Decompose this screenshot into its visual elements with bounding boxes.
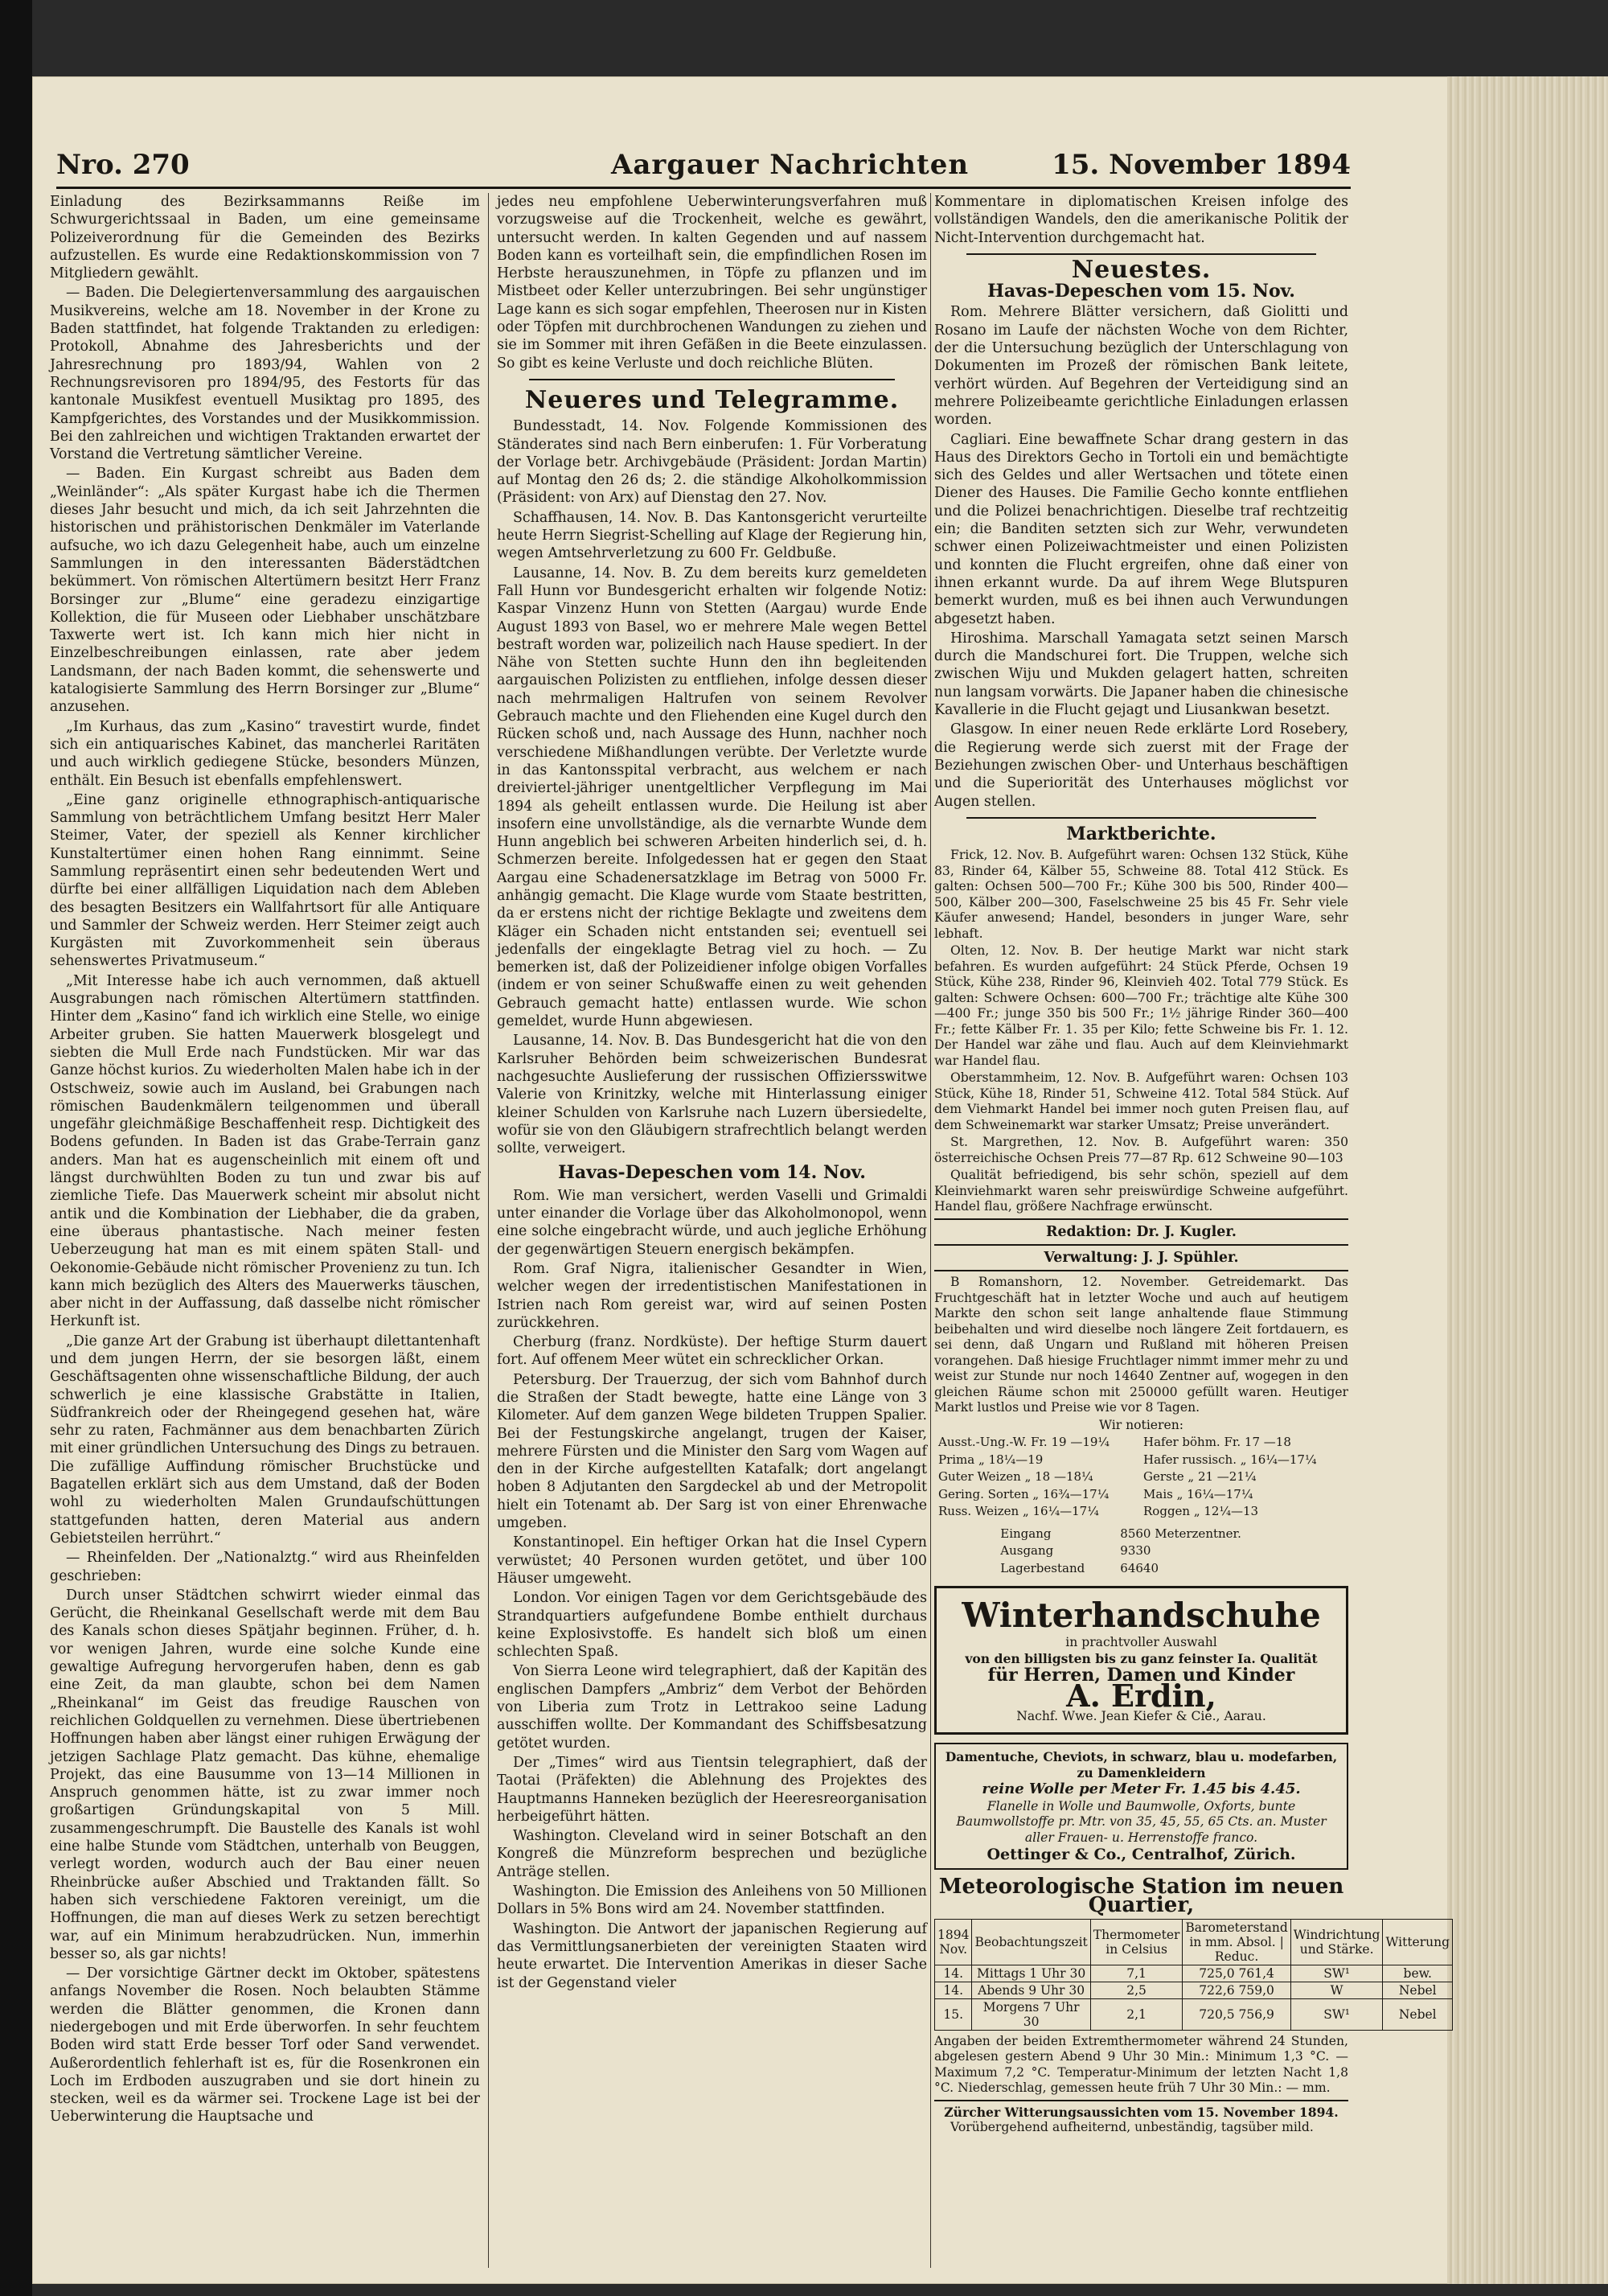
issue-date: 15. November 1894 xyxy=(1052,149,1351,181)
newspaper-title: Aargauer Nachrichten xyxy=(611,149,970,181)
ad-merchant-name: A. Erdin, xyxy=(1066,1678,1216,1715)
table-cell: 722,6 759,0 xyxy=(1183,1982,1290,1998)
article-paragraph: Schaffhausen, 14. Nov. B. Das Kantonsgericht verurteilte heute Herrn Siegrist-Schelling auf Klage der Regierung hin, wegen Amtsehrverletzung zu 600 Fr. Geldbuße. xyxy=(497,509,927,562)
section-rule xyxy=(934,2100,1348,2101)
table-cell: Mais „ 16¼—17¼ xyxy=(1143,1486,1253,1501)
article-paragraph: Von Sierra Leone wird telegraphiert, daß der Kapitän des englischen Dampfers „Ambriz“ dem Verbot der Behörden von Liberia zum Trotz in Lettrakoo seine Ladung ausschiffen wollte. Der Kommandant des Schiffsbesatzung getötet wurden. xyxy=(497,1663,927,1752)
fabrics-advertisement xyxy=(934,1743,1348,1870)
issue-number: Nro. 270 xyxy=(56,149,190,181)
scan-background xyxy=(0,0,32,2296)
article-paragraph: Petersburg. Der Trauerzug, der sich vom Bahnhof durch die Straßen der Stadt bewegte, hatte eine Länge von 3 Kilometer. Auf dem ganzen Wege bildeten Truppen Spalier. Bei der Festungskirche angelangt, trugen der Kaiser, mehrere Fürsten und die Minister den Sarg vom Wagen auf den in der Kirche aufgestellten Katafalk; dort angelangt hoben 8 Adjutanten den Sargdeckel ab und der Metropolit hielt ein Totenamt ab. Der Sarg ist von einer Ehrenwache umgeben. xyxy=(497,1371,927,1532)
ad-text: reine Wolle per Meter Fr. 1.45 bis 4.45. xyxy=(982,1781,1301,1798)
section-rule xyxy=(966,253,1316,255)
table-header-cell: 1894 Nov. xyxy=(935,1919,972,1965)
table-row xyxy=(935,1982,1453,1998)
article-paragraph: Washington. Die Antwort der japanischen Regierung auf das Vermittlungsanerbieten der vereinigten Staaten wird heute erwartet. Die Intervention Amerikas in dieser Sache ist der Gegenstand vieler xyxy=(497,1920,927,1991)
table-cell: 15. xyxy=(935,1998,972,2030)
section-heading: Neueres und Telegramme. xyxy=(524,385,900,414)
weather-station-title: Meteorologische Station im neuen Quartier, xyxy=(938,1875,1344,1917)
section-rule xyxy=(934,1270,1348,1271)
table-cell: 720,5 756,9 xyxy=(1183,1998,1290,2030)
table-cell: Gerste „ 21 —21¼ xyxy=(1143,1469,1257,1485)
table-row xyxy=(935,1965,1453,1982)
table-cell: Russ. Weizen „ 16¼—17¼ xyxy=(938,1504,1099,1519)
table-cell: Hafer böhm. Fr. 17 —18 xyxy=(1143,1435,1291,1450)
article-paragraph: — Baden. Die Delegiertenversammlung des aargauischen Musikvereins, welche am 18. November in der Krone zu Baden stattfindet, hat folgende Traktanden zu erledigen: Protokoll, Abnahme des Jahresberichts und der Jahresrechnung pro 1893/94, Wahlen von 2 Rechnungsrevisoren pro 1894/95, des Festorts für das kantonale Musikfest eventuell Musiktag pro 1895, des Kampfgerichtes, des Vorstandes und der Musikkommission. Bei den zahlreichen und wichtigen Traktanden erwartet der Vorstand die Vertretung sämtlicher Vereine. xyxy=(50,285,480,463)
administration-line: Verwaltung: J. J. Spühler. xyxy=(1044,1249,1239,1266)
article-paragraph: „Die ganze Art der Grabung ist überhaupt dilettantenhaft und dem jungen Herrn, der sie besorgen läßt, einem Geschäftsagenten ohne wissenschaftliche Bildung, der auch schwerlich je eine klassische Grabstätte in Italien, Südfrankreich oder der Rheingegend gesehen hat, wäre sehr zu raten, Fachmänner aus dem benachbarten Zürich mit einer gründlichen Untersuchung des Dings zu betrauen. Die zufällige Auffindung römischer Bruchstücke und Bagatellen erklärt sich aus dem Umstand, daß der Boden wohl zu wiederholten Malen Grundaufschüttungen stattgefunden hatten, deren Material aus andern Gebietsteilen herrührt.“ xyxy=(50,1333,480,1546)
table-cell: 14. xyxy=(935,1982,972,1998)
section-rule xyxy=(529,379,895,380)
article-paragraph: Der „Times“ wird aus Tientsin telegraphiert, daß der Taotai (Präfekten) die Ablehnung des Projektes des Hauptmanns Hanneken bezüglich der Heeresreorganisation herbeigeführt hätten. xyxy=(497,1754,927,1825)
table-cell: Nebel xyxy=(1383,1982,1453,1998)
forecast-text: Vorübergehend aufheiternd, unbeständig, tagsüber mild. xyxy=(950,2120,1314,2135)
article-paragraph: Hiroshima. Marschall Yamagata setzt seinen Marsch durch die Mandschurei fort. Die Truppen, welche sich zwischen Wiju und Mukden gelagert hatten, schreiten nun langsam vorwärts. Die Japaner haben die chinesische Kavallerie in die Flucht gejagt und Liusankwan besetzt. xyxy=(934,630,1348,719)
article-paragraph: Lausanne, 14. Nov. B. Zu dem bereits kurz gemeldeten Fall Hunn vor Bundesgericht erhalten wir folgende Notiz: Kaspar Vinzenz Hunn von Stetten (Aargau) wurde Ende August 1893 von Basel, wo er mehrere Male wegen Bettel bestraft worden war, polizeilich nach Hause spediert. In der Nähe von Stetten suchte Hunn den ihn begleitenden aargauischen Polizisten zu entfliehen, infolge dessen dieser nach mehrmaligen Haltrufen von seinem Revolver Gebrauch machte und den Fliehenden eine Kugel durch den Rücken schoß und, nach Aussage des Hunn, nachher noch verschiedene Mißhandlungen verübte. Der Verletzte wurde in das Kantonsspital verbracht, aus welchem er nach dreiviertel-jähriger unentgeltlicher Verpflegung im Mai 1894 als geheilt entlassen wurde. Die Heilung ist aber insofern eine unvollständige, als die vernarbte Wunde dem Hunn angeblich bei schweren Arbeiten hinderlich sei, d. h. Schmerzen bereite. Infolgedessen hat er gegen den Staat Aargau eine Schadenersatzklage im Betrag von 5000 Fr. anhängig gemacht. Die Klage wurde vom Staate bestritten, da er erstens nicht der richtige Beklagte und zweitens dem Kläger ein Schaden nicht entstanden sei; eventuell sei jedenfalls der eingeklagte Betrag viel zu hoch. — Zu bemerken ist, daß der Polizeidiener infolge obigen Vorfalles (indem er von seiner Schußwaffe einen zu weit gehenden Gebrauch gemacht hatte) entlassen wurde. Wie schon gemeldet, wurde Hunn abgewiesen. xyxy=(497,565,927,1030)
table-row xyxy=(936,1435,1347,1451)
table-cell: Ausst.-Ung.-W. Fr. 19 —19¼ xyxy=(938,1435,1110,1450)
ad-text: Damentuche, Cheviots, in schwarz, blau u. modefarben, zu Damenkleidern xyxy=(945,1749,1338,1781)
article-paragraph: „Mit Interesse habe ich auch vernommen, daß aktuell Ausgrabungen nach römischen Altertümern stattfinden. Hinter dem „Kasino“ fand ich wirklich eine Stelle, wo einige Arbeiter gruben. Sie hatten Mauerwerk blosgelegt und siebten die Mull Erde nach Fundstücken. Mir war das Ganze höchst kurios. Zu wiederholten Malen habe ich in der Ostschweiz, sowie auch im Ausland, bei Grabungen nach römischen Baudenkmälern teilgenommen und überall ungefähr gleichmäßige Beschaffenheit resp. Dichtigkeit des Bodens gefunden. In Baden ist das Grabe-Terrain ganz anders. Man hat es augenscheinlich mit einem oft und längst durchwühlten Boden zu tun und zwar bis auf ziemliche Tiefe. Das Mauerwerk scheint mir absolut nicht antik und die Kombination der Liebhaber, die da graben, eine überaus phantastische. Nach meiner festen Ueberzeugung hat man es mit einem späten Stall- und Oekonomie-Gebäude nicht römischer Provenienz zu tun. Ich kann mich bezüglich des Alters des Mauerwerks täuschen, aber nicht in der Auffassung, daß dasselbe nicht römischer Herkunft ist. xyxy=(50,972,480,1330)
section-subheading: Havas-Depeschen vom 14. Nov. xyxy=(558,1162,866,1184)
table-cell: 725,0 761,4 xyxy=(1183,1965,1290,1982)
article-paragraph: Rom. Graf Nigra, italienischer Gesandter in Wien, welcher wegen der irredentistischen Manifestationen in Istrien nach Rom gereist war, wird auf seinen Posten zurückkehren. xyxy=(497,1260,927,1331)
article-paragraph: Bundesstadt, 14. Nov. Folgende Kommissionen des Ständerates sind nach Bern einberufen: 1. Für Vorberatung der Vorlage betr. Archivgebäude (Präsident: Jordan Martin) auf Montag den 26 ds; 2. die ständige Alkoholkommission (Präsident: von Arx) auf Dienstag den 27. Nov. xyxy=(497,418,927,507)
section-rule xyxy=(934,1244,1348,1246)
table-cell: Roggen „ 12¼—13 xyxy=(1143,1504,1259,1519)
page-header xyxy=(56,149,1351,181)
ad-headline: Winterhandschuhe xyxy=(962,1596,1321,1636)
table-cell: 7,1 xyxy=(1090,1965,1183,1982)
article-paragraph: Durch unser Städtchen schwirrt wieder einmal das Gerücht, die Rheinkanal Gesellschaft werde mit dem Bau des Kanals schon dieses Spätjahr beginnen. Früher, d. h. vor wenigen Jahren, wurde eine solche Kunde eine gewaltige Aufregung hervorgerufen haben, denn es gab eine Zeit, da man glaubte, schon bei dem Namen „Rheinkanal“ im Geist das freudige Rauschen von reichlichen Goldquellen zu vernehmen. Diese übertriebenen Hoffnungen haben aber längst einer ruhigen Erwägung der jetzigen Sachlage Platz gemacht. Das kühne, ehemalige Projekt, das eine Bausumme von 13—14 Millionen in Anspruch genommen hätte, ist zu zwar immer noch großartigen Gründungskapital von 5 Mill. zusammengeschrumpft. Die Baustelle des Kanals ist wohl eine halbe Stunde vom Städtchen, unterhalb von Beuggen, verlegt worden, wodurch auch der Bau einer neuen Rheinbrücke außer Abschied und Traktanden fällt. So haben sich verschiedene Faktoren vereinigt, um die Hoffnungen, die man auf dieses Werk zu setzen berechtigt war, auf ein Minimum herabzudrücken. Nun, immerhin besser so, als gar nichts! xyxy=(50,1587,480,1962)
ad-text: von den billigsten bis zu ganz feinster Ia. Qualität xyxy=(965,1650,1318,1666)
gloves-advertisement xyxy=(934,1586,1348,1735)
ad-text: Nachf. Wwe. Jean Kiefer & Cie., Aarau. xyxy=(1016,1708,1266,1723)
article-paragraph: Glasgow. In einer neuen Rede erklärte Lord Rosebery, die Regierung werde sich zuerst mit der Frage der Beziehungen zwischen Ober- und Unterhaus beschäftigen und die Superiorität des Unterhauses möglichst vor Augen stellen. xyxy=(934,721,1348,810)
table-cell: 2,1 xyxy=(1090,1998,1183,2030)
grain-market-report: B Romanshorn, 12. November. Getreidemarkt. Das Fruchtgeschäft hat in letzter Woche und auch auf heutigem Markte den schon seit lange anhaltende flaue Stimmung beibehalten und wird dieselbe noch längere Zeit fortdauern, es sei denn, daß Ungarn und Rußland mit höheren Preisen vorangehen. Daß hiesige Fruchtlager nimmt immer mehr zu und weist zur Stunde nur noch 14640 Zentner auf, wogegen in den gleichen Räume schon mit 250000 gefüllt waren. Heutiger Markt lustlos und Preise wie vor 8 Tagen. xyxy=(934,1275,1348,1415)
table-cell: Prima „ 18¼—19 xyxy=(938,1452,1044,1467)
grain-price-table xyxy=(934,1433,1348,1522)
table-header-cell: Thermometer in Celsius xyxy=(1090,1919,1183,1965)
column-divider xyxy=(488,193,489,2268)
table-header-cell: Windrichtung und Stärke. xyxy=(1290,1919,1383,1965)
table-cell: SW¹ xyxy=(1290,1965,1383,1982)
table-row xyxy=(998,1543,1285,1559)
price-list-label: Wir notieren: xyxy=(1098,1417,1184,1432)
table-row xyxy=(936,1487,1347,1503)
article-paragraph: Einladung des Bezirksammanns Reiße im Schwurgerichtssaal in Baden, um eine gemeinsame Polizeiverordnung für die Gemeinden des Bezirks aufzustellen. Es wurde eine Redaktionskommission von 7 Mitgliedern gewählt. xyxy=(50,194,480,282)
article-paragraph: Washington. Die Emission des Anleihens von 50 Millionen Dollars in 5% Bons wird am 24. November stattfinden. xyxy=(497,1883,927,1918)
table-header-cell: Beobachtungszeit xyxy=(972,1919,1090,1965)
column-3 xyxy=(934,193,1450,2136)
article-paragraph: Rom. Wie man versichert, werden Vaselli und Grimaldi unter einander die Vorlage über das Alkoholmonopol, wenn eine solche eingebracht würde, und auch jegliche Erhöhung der gegenwärtigen Steuern energisch bekämpfen. xyxy=(497,1187,927,1258)
table-cell: Hafer russisch. „ 16¼—17¼ xyxy=(1143,1452,1317,1467)
table-row xyxy=(936,1452,1347,1468)
weather-table xyxy=(934,1919,1453,2031)
table-cell: Guter Weizen „ 18 —18¼ xyxy=(938,1469,1093,1485)
header-rule xyxy=(56,187,1351,189)
table-cell: Ausgang xyxy=(1000,1543,1054,1559)
article-paragraph: London. Vor einigen Tagen vor dem Gerichtsgebäude des Strandquartiers aufgefundene Bombe enthielt durchaus keine Explosivstoffe. Es handelt sich bloß um einen schlechten Spaß. xyxy=(497,1590,927,1661)
table-cell: Gering. Sorten „ 16¾—17¼ xyxy=(938,1486,1110,1501)
table-cell: SW¹ xyxy=(1290,1998,1383,2030)
table-header-cell: Witterung xyxy=(1383,1919,1453,1965)
ad-text: Flanelle in Wolle und Baumwolle, Oxforts, bunte Baumwollstoffe pr. Mtr. von 35, 45, 55, 65 Cts. an. Muster aller Frauen- u. Herrenstoffe franco. xyxy=(956,1798,1327,1845)
section-rule xyxy=(966,817,1316,819)
table-row xyxy=(936,1504,1347,1520)
forecast-title: Zürcher Witterungsaussichten vom 15. November 1894. xyxy=(944,2104,1339,2120)
article-paragraph: — Baden. Ein Kurgast schreibt aus Baden dem „Weinländer“: „Als später Kurgast habe ich die Thermen dieses Jahr besucht und mich, da ich seit Jahrzehnten die historischen und prähistorischen Denkmäler im Vaterlande aufsuche, wo ich dazu Gelegenheit habe, auch um einzelne Sammlungen in den interessanten Bäderstädtchen bekümmert. Von römischen Altertümern besitzt Herr Franz Borsinger zur „Blume“ eine geradezu einzigartige Kollektion, die für Museen oder Liebhaber unschätzbare Taxwerte wert ist. Ich kann mich hier nicht in Einzelbeschreibungen einlassen, rate aber jedem Landsmann, der nach Baden kommt, die sehenswerte und katalogisierte Sammlung des Herrn Borsinger zur „Blume“ anzusehen. xyxy=(50,466,480,716)
table-cell: Nebel xyxy=(1383,1998,1453,2030)
article-paragraph: jedes neu empfohlene Ueberwinterungsverfahren muß vorzugsweise auf die Trockenheit, welche es gewährt, untersucht werden. In kalten Gegenden und auf nassem Boden kann es vorteilhaft sein, die empfindlichen Rosen im Herbste herauszunehmen, in Töpfe zu pflanzen und im Mistbeet oder Keller unterzubringen. Bei sehr ungünstiger Lage kann es sich sogar empfehlen, Theerosen nur in Kisten oder Töpfen mit durchbrochenen Wandungen zu ziehen und sie im Sommer mit ihren Gefäßen in die Beete einzulassen. So gibt es keine Verluste und doch reichliche Blüten. xyxy=(497,194,927,372)
section-heading: Neuestes. xyxy=(1071,255,1212,284)
table-cell: Morgens 7 Uhr 30 xyxy=(972,1998,1090,2030)
column-1 xyxy=(50,193,480,2128)
article-paragraph: Konstantinopel. Ein heftiger Orkan hat die Insel Cypern verwüstet; 40 Personen wurden getötet, und über 100 Häuser umgeweht. xyxy=(497,1534,927,1587)
article-paragraph: „Eine ganz originelle ethnographisch-antiquarische Sammlung von beträchtlichem Umfang besitzt Herr Maler Steimer, Vater, der speziell als Kenner kirchlicher Kunstaltertümer einen hohen Rang einnimmt. Seine Sammlung repräsentirt einen sehr bedeutenden Wert und dürfte bei einer allfälligen Liquidation nach dem Ableben des besagten Besitzers ein Wallfahrtsort für alle Antiquare und Sammler der Schweiz werden. Herr Steimer zeigt auch Kurgästen mit Zuvorkommenheit sein überaus sehenswertes Privatmuseum.“ xyxy=(50,791,480,970)
market-report: Olten, 12. Nov. B. Der heutige Markt war nicht stark befahren. Es wurden aufgeführt: 24 Stück Pferde, Ochsen 19 Stück, Kühe 238, Rinder 96, Kleinvieh 402. Total 779 Stück. Es galten: Schwere Ochsen: 600—700 Fr.; trächtige alte Kühe 300—400 Fr.; junge 350 bis 500 Fr.; 1½ jährige Rinder 360—400 Fr.; fette Kälber Fr. 1. 35 per Kilo; fette Schweine bis Fr. 1. 12. Der Handel war zähe und flau. Auch auf dem Kleinviehmarkt war Handel flau. xyxy=(934,943,1348,1068)
market-report: St. Margrethen, 12. Nov. B. Aufgeführt waren: 350 österreichische Ochsen Preis 77—87 Rp. 612 Schweine 90—103 xyxy=(934,1135,1348,1165)
article-paragraph: Kommentare in diplomatischen Kreisen infolge des vollständigen Wandels, den die amerikanische Politik der Nicht-Intervention durchgemacht hat. xyxy=(934,194,1348,246)
article-paragraph: — Rheinfelden. Der „Nationalztg.“ wird aus Rheinfelden geschrieben: xyxy=(50,1550,480,1584)
article-paragraph: — Der vorsichtige Gärtner deckt im Oktober, spätestens anfangs November die Rosen. Noch belaubten Stämme werden die Blätter genommen, die Kronen dann niedergebogen und mit Erde überworfen. In sehr feuchtem Boden wird statt Erde besser Torf oder Sand verwendet. Außerordentlich fehlerhaft ist es, für die Rosenkronen ein Loch im Erdboden auszugraben und sie dort hinein zu stecken, weil es da wärmer sei. Trockene Lage ist bei der Ueberwinterung die Hauptsache und xyxy=(50,1965,480,2126)
table-cell: 64640 xyxy=(1120,1560,1159,1575)
column-2 xyxy=(497,193,927,1994)
market-heading: Marktberichte. xyxy=(1066,823,1216,844)
table-cell: Abends 9 Uhr 30 xyxy=(972,1982,1090,1998)
section-subheading: Havas-Depeschen vom 15. Nov. xyxy=(987,281,1295,302)
ad-text: für Herren, Damen und Kinder xyxy=(987,1665,1295,1686)
market-report: Oberstammheim, 12. Nov. B. Aufgeführt waren: Ochsen 103 Stück, Kühe 18, Rinder 51, Schweine 412. Total 584 Stück. Auf dem Viehmarkt Handel bei immer noch guten Preisen flau, auf dem Schweinemarkt war starker Umsatz; Preise unverändert. xyxy=(934,1070,1348,1132)
editor-line: Redaktion: Dr. J. Kugler. xyxy=(1046,1223,1237,1240)
weather-note: Angaben der beiden Extremthermometer während 24 Stunden, abgelesen gestern Abend 9 Uhr 30 Min.: Minimum 1,3 °C. — Maximum 7,2 °C. Temperatur-Minimum der letzten Nacht 1,8 °C. Niederschlag, gemessen heute früh 7 Uhr 30 Min.: — mm. xyxy=(934,2033,1348,2096)
ad-text: in prachtvoller Auswahl xyxy=(1065,1635,1217,1650)
market-report: Frick, 12. Nov. B. Aufgeführt waren: Ochsen 132 Stück, Kühe 83, Rinder 64, Kälber 55, Schweine 88. Total 412 Stück. Es galten: Ochsen 500—700 Fr.; Kühe 300 bis 500, Rinder 400—500, Kälber 200—300, Faselschweine 25 bis 45 Fr. Sehr viele Käufer anwesend; Handel, besonders in junger Ware, sehr lebhaft. xyxy=(934,848,1348,941)
table-row xyxy=(998,1561,1285,1577)
table-header-row xyxy=(935,1919,1453,1965)
column-divider xyxy=(930,193,931,2268)
table-cell: bew. xyxy=(1383,1965,1453,1982)
ad-merchant-name: Oettinger & Co., Centralhof, Zürich. xyxy=(987,1846,1296,1864)
table-row xyxy=(998,1526,1285,1542)
article-paragraph: Cagliari. Eine bewaffnete Schar drang gestern in das Haus des Direktors Gecho in Tortoli ein und bemächtigte sich des Geldes und aller Wertsachen und tötete einen Diener des Hauses. Die Familie Gecho konnte entfliehen und die Polizei benachrichtigen. Dieselbe traf rechtzeitig ein; die Banditen setzten sich zur Wehr, verwundeten schwer einen Polizeiwachtmeister und einen Polizisten und konnten die Flucht ergreifen, ohne daß einer von ihnen erkannt wurde. Da auf ihrem Wege Blutspuren bemerkt wurden, muß es bei ihnen auch Verwundungen abgesetzt haben. xyxy=(934,431,1348,627)
table-cell: Lagerbestand xyxy=(1000,1560,1085,1575)
table-header-cell: Barometerstand in mm. Absol. | Reduc. xyxy=(1183,1919,1290,1965)
article-paragraph: Rom. Mehrere Blätter versichern, daß Giolitti und Rosano im Laufe der nächsten Woche von dem Richter, der die Untersuchung bezüglich der Unterschlagung von Dokumenten im Prozeß der römischen Bank leitete, verhört würden. Auf Begehren der Verteidigung sind an mehrere Polizeibeamte gerichtliche Einladungen erlassen worden. xyxy=(934,304,1348,429)
article-paragraph: Washington. Cleveland wird in seiner Botschaft an den Kongreß die Münzreform besprechen und bezügliche Anträge stellen. xyxy=(497,1828,927,1880)
table-cell: 9330 xyxy=(1120,1543,1151,1559)
table-cell: W xyxy=(1290,1982,1383,1998)
table-row xyxy=(936,1469,1347,1485)
article-paragraph: Lausanne, 14. Nov. B. Das Bundesgericht hat die von den Karlsruher Behörden beim schweizerischen Bundesrat nachgesuchte Auslieferung der russischen Offiziersswitwe Valerie von Krinitzky, welche mit Hinterlassung einiger kleiner Schulden von Karlsruhe nach Luzern übersiedelte, wofür sie von den Gläubigern strafrechtlich belangt werden sollte, verweigert. xyxy=(497,1033,927,1157)
table-cell: 8560 Meterzentner. xyxy=(1120,1526,1241,1541)
table-row xyxy=(935,1998,1453,2030)
market-report: Qualität befriedigend, bis sehr schön, speziell auf dem Kleinviehmarkt waren sehr preiswürdige Schweine aufgeführt. Handel flau, größere Nachfrage erwünscht. xyxy=(934,1168,1348,1214)
page-stack-edge xyxy=(1447,76,1608,2284)
article-paragraph: „Im Kurhaus, das zum „Kasino“ travestirt wurde, findet sich ein antiquarisches Kabinet, das mancherlei Raritäten und auch wirklich gediegene Stücke, besonders Münzen, enthält. Ein Besuch ist ebenfalls empfehlenswert. xyxy=(50,718,480,789)
table-cell: 2,5 xyxy=(1090,1982,1183,1998)
table-cell: Mittags 1 Uhr 30 xyxy=(972,1965,1090,1982)
table-cell: 14. xyxy=(935,1965,972,1982)
section-rule xyxy=(934,1218,1348,1220)
grain-stock-table xyxy=(996,1525,1286,1579)
article-paragraph: Cherburg (franz. Nordküste). Der heftige Sturm dauert fort. Auf offenem Meer wütet ein schrecklicher Orkan. xyxy=(497,1334,927,1369)
table-cell: Eingang xyxy=(1000,1526,1052,1541)
